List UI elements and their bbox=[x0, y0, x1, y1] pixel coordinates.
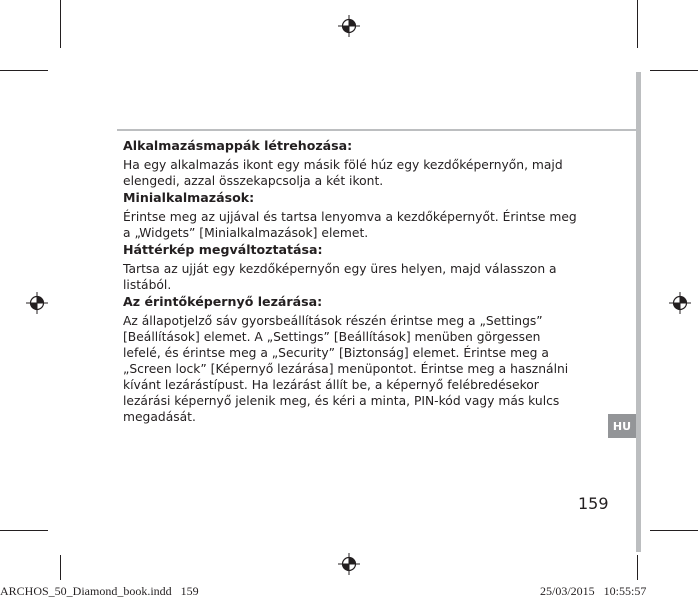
section-body bbox=[123, 209, 623, 241]
slug-datetime: 25/03/2015 10:55:57 bbox=[540, 584, 647, 598]
slug-filename: ARCHOS_50_Diamond_book.indd 159 bbox=[0, 584, 199, 598]
page-content bbox=[123, 138, 623, 426]
body-line: a „Widgets” [Minialkalmazások] elemet. bbox=[123, 226, 369, 240]
registration-mark-icon bbox=[338, 553, 360, 575]
header-rule bbox=[117, 129, 636, 131]
registration-mark-icon bbox=[26, 292, 48, 314]
crop-mark-bottom-left-v bbox=[60, 555, 61, 580]
body-line: kívánt lezárástípust. Ha lezárást állít be, a képernyő felébredésekor bbox=[123, 378, 539, 392]
crop-mark-top-right-v bbox=[637, 0, 638, 48]
body-line: lezárási képernyő jelenik meg, és kéri a minta, PIN-kód vagy más kulcs bbox=[123, 394, 560, 408]
crop-mark-top-right-h bbox=[650, 70, 698, 71]
body-line: elengedi, azzal összekapcsolja a két ikont. bbox=[123, 174, 384, 188]
crop-mark-bottom-right-v bbox=[637, 555, 638, 580]
section-heading: Az érintőképernyő lezárása: bbox=[123, 294, 323, 309]
section-heading: Alkalmazásmappák létrehozása: bbox=[123, 138, 353, 153]
section-body bbox=[123, 313, 623, 425]
body-line: lefelé, és érintse meg a „Security” [Biztonság] elemet. Érintse meg a bbox=[123, 346, 549, 360]
page-number: 159 bbox=[578, 494, 609, 513]
section-body bbox=[123, 157, 623, 189]
body-line: „Screen lock” [Képernyő lezárása] menüpontot. Érintse meg a használni bbox=[123, 362, 569, 376]
registration-mark-icon bbox=[338, 15, 360, 37]
section-heading: Háttérkép megváltoztatása: bbox=[123, 242, 323, 257]
body-line: megadását. bbox=[123, 410, 196, 424]
body-line: listából. bbox=[123, 278, 172, 292]
language-tab: HU bbox=[608, 414, 636, 438]
body-line: Ha egy alkalmazás ikont egy másik fölé húz egy kezdőképernyőn, majd bbox=[123, 158, 563, 172]
crop-mark-top-left-v bbox=[60, 0, 61, 48]
crop-mark-bottom-right-h bbox=[650, 530, 698, 531]
body-line: Érintse meg az ujjával és tartsa lenyomva a kezdőképernyőt. Érintse meg bbox=[123, 210, 577, 224]
body-line: Tartsa az ujját egy kezdőképernyőn egy üres helyen, majd válasszon a bbox=[123, 262, 557, 276]
body-line: Az állapotjelző sáv gyorsbeállítások részén érintse meg a „Settings” bbox=[123, 314, 543, 328]
crop-mark-bottom-left-h bbox=[0, 530, 48, 531]
body-line: [Beállítások] elemet. A „Settings” [Beállítások] menüben görgessen bbox=[123, 330, 541, 344]
section-body bbox=[123, 261, 623, 293]
crop-mark-top-left-h bbox=[0, 70, 48, 71]
section-heading: Minialkalmazások: bbox=[123, 190, 255, 205]
registration-mark-icon bbox=[669, 292, 691, 314]
sidebar-bar bbox=[636, 72, 641, 552]
